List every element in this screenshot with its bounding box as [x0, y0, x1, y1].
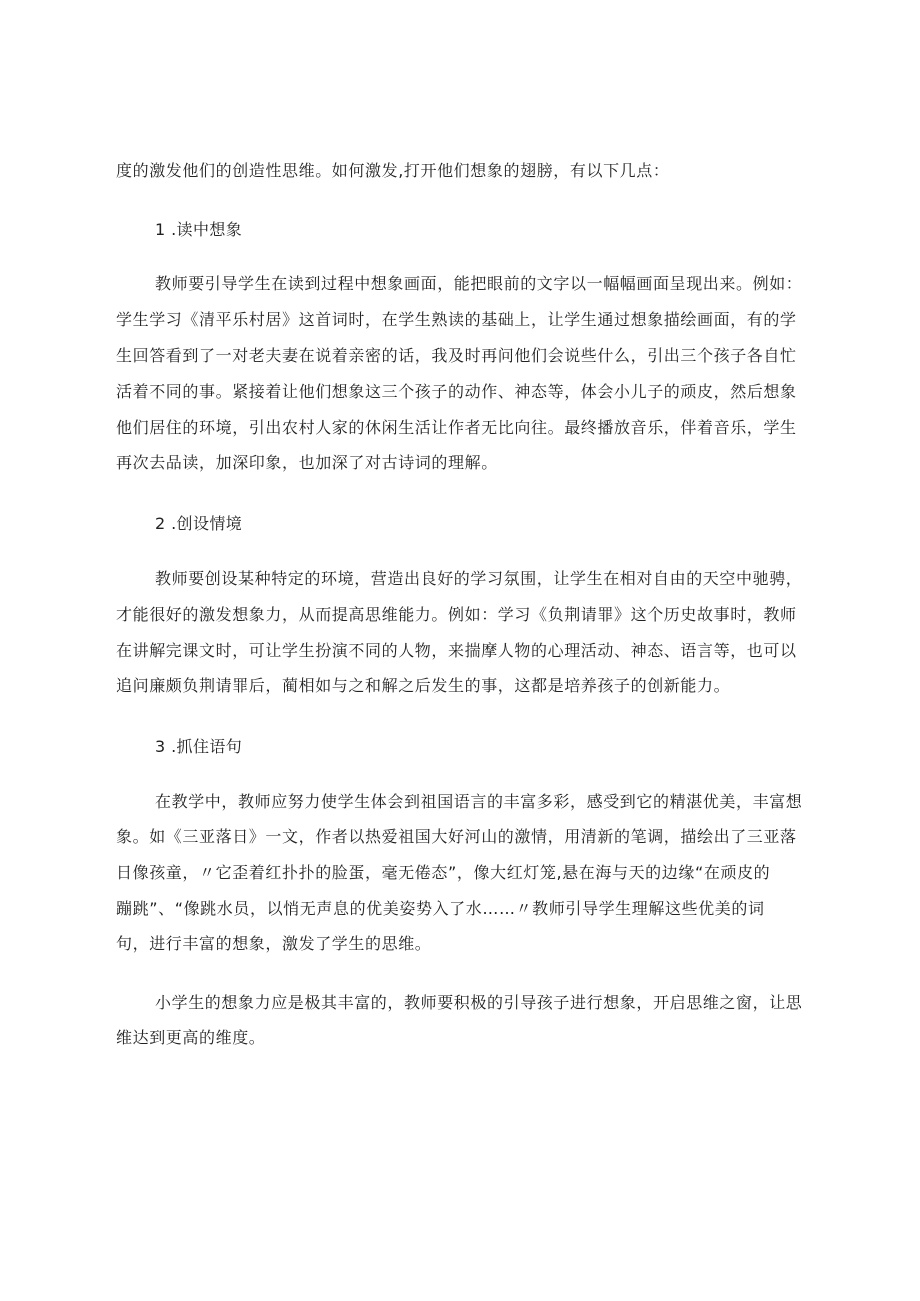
- section-3-heading: 3 .抓住语句: [155, 737, 243, 756]
- section-1-heading: 1 .读中想象: [155, 220, 243, 239]
- section-2-line-1: 教师要创设某种特定的环境，营造出良好的学习氛围，让学生在相对自由的天空中驰骋，: [155, 569, 803, 588]
- conclusion-line-2: 维达到更高的维度。: [116, 1028, 266, 1047]
- section-2-line-3: 在讲解完课文时，可让学生扮演不同的人物，来揣摩人物的心理活动、神态、语言等，也可以: [116, 641, 797, 660]
- section-2-line-4: 追问廉颇负荆请罪后，蔺相如与之和解之后发生的事，这都是培养孩子的创新能力。: [116, 676, 731, 695]
- section-3-line-1: 在教学中，教师应努力使学生体会到祖国语言的丰富多彩，感受到它的精湛优美，丰富想: [155, 792, 803, 811]
- section-1-line-3: 生回答看到了一对老夫妻在说着亲密的话，我及时再问他们会说些什么，引出三个孩子各自忙: [116, 346, 797, 365]
- section-1-line-4: 活着不同的事。紧接着让他们想象这三个孩子的动作、神态等，体会小儿子的顽皮，然后想象: [116, 382, 797, 401]
- section-1-line-2: 学生学习《清平乐村居》这首词时，在学生熟读的基础上，让学生通过想象描绘画面，有的学: [116, 310, 797, 329]
- section-1-line-1: 教师要引导学生在读到过程中想象画面，能把眼前的文字以一幅幅画面呈现出来。例如：: [155, 274, 803, 293]
- section-1-line-6: 再次去品读，加深印象，也加深了对古诗词的理解。: [116, 453, 498, 472]
- section-1-line-5: 他们居住的环境，引出农村人家的休闲生活让作者无比向往。最终播放音乐，伴着音乐，学生: [116, 418, 797, 437]
- conclusion-line-1: 小学生的想象力应是极其丰富的，教师要积极的引导孩子进行想象，开启思维之窗，让思: [155, 993, 803, 1012]
- section-3-line-3: 日像孩童，〃它歪着红扑扑的脸蛋，毫无倦态”，像大红灯笼,悬在海与天的边缘“在顽皮的: [116, 863, 771, 882]
- section-2-line-2: 才能很好的激发想象力，从而提高思维能力。例如：学习《负荆请罪》这个历史故事时，教师: [116, 605, 797, 624]
- section-3-line-5: 句，进行丰富的想象，激发了学生的思维。: [116, 934, 432, 953]
- section-2-heading: 2 .创设情境: [155, 514, 243, 533]
- section-3-line-4: 蹦跳”、“像跳水员，以悄无声息的优美姿势入了水……〃教师引导学生理解这些优美的词: [116, 899, 765, 918]
- intro-line: 度的激发他们的创造性思维。如何激发,打开他们想象的翅膀，有以下几点：: [116, 161, 670, 180]
- section-3-line-2: 象。如《三亚落日》一文，作者以热爱祖国大好河山的激情，用清新的笔调，描绘出了三亚落: [116, 827, 797, 846]
